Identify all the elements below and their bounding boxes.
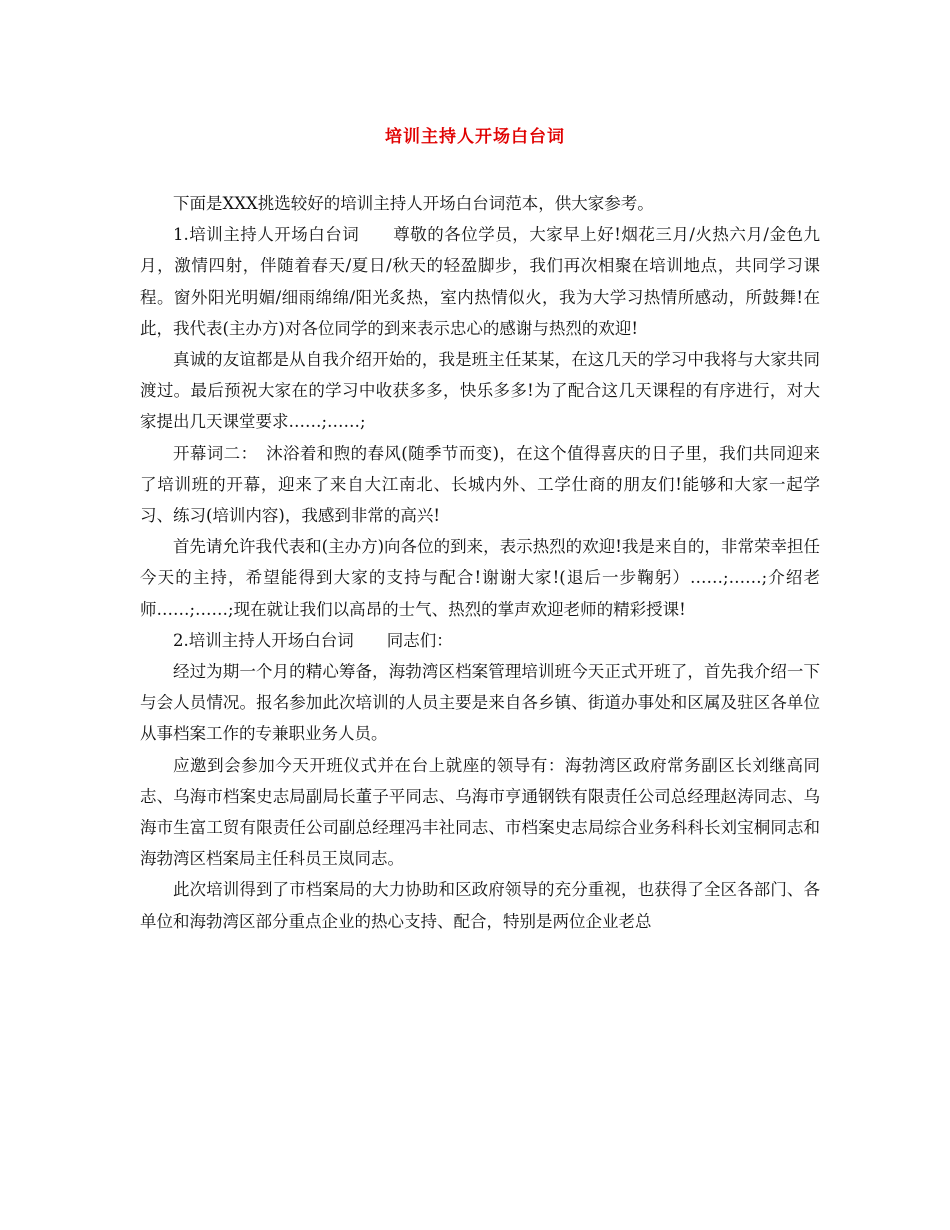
paragraph: 经过为期一个月的精心筹备，海勃湾区档案管理培训班今天正式开班了，首先我介绍一下与会人员情况。报名参加此次培训的人员主要是来自各乡镇、街道办事处和区属及驻区各单位从事档案工作的专兼职业务人员。 — [140, 662, 820, 744]
paragraph: 下面是XXX挑选较好的培训主持人开场白台词范本，供大家参考。 — [173, 194, 654, 213]
paragraph: 首先请允许我代表和(主办方)向各位的到来，表示热烈的欢迎!我是来自的，非常荣幸担任今天的主持，希望能得到大家的支持与配合!谢谢大家!(退后一步鞠躬）……;……;介绍老师……;……;现在就让我们以高昂的士气、热烈的掌声欢迎老师的精彩授课! — [140, 537, 820, 619]
paragraph: 真诚的友谊都是从自我介绍开始的，我是班主任某某，在这几天的学习中我将与大家共同渡过。最后预祝大家在的学习中收获多多，快乐多多!为了配合这几天课程的有序进行，对大家提出几天课堂要求……;……; — [140, 350, 820, 432]
paragraph: 1.培训主持人开场白台词 尊敬的各位学员，大家早上好!烟花三月/火热六月/金色九月，激情四射，伴随着春天/夏日/秋天的轻盈脚步，我们再次相聚在培训地点，共同学习课程。窗外阳光明媚/细雨绵绵/阳光炙热，室内热情似火，我为大学习热情所感动，所鼓舞!在此，我代表(主办方)对各位同学的到来表示忠心的感谢与热烈的欢迎! — [140, 225, 820, 338]
document-body — [140, 188, 820, 937]
paragraph: 开幕词二： 沐浴着和煦的春风(随季节而变)，在这个值得喜庆的日子里，我们共同迎来了培训班的开幕，迎来了来自大江南北、长城内外、工学仕商的朋友们!能够和大家一起学习、练习(培训内容)，我感到非常的高兴! — [140, 443, 820, 526]
paragraph: 应邀到会参加今天开班仪式并在台上就座的领导有：海勃湾区政府常务副区长刘继高同志、乌海市档案史志局副局长董子平同志、乌海市亨通钢铁有限责任公司总经理赵涛同志、乌海市生富工贸有限责任公司副总经理冯丰社同志、市档案史志局综合业务科科长刘宝桐同志和海勃湾区档案局主任科员王岚同志。 — [140, 755, 820, 869]
document-title: 培训主持人开场白台词 — [385, 127, 565, 147]
paragraph: 此次培训得到了市档案局的大力协助和区政府领导的充分重视，也获得了全区各部门、各单位和海勃湾区部分重点企业的热心支持、配合，特别是两位企业老总 — [140, 880, 820, 931]
paragraph: 2.培训主持人开场白台词 同志们： — [173, 630, 453, 650]
